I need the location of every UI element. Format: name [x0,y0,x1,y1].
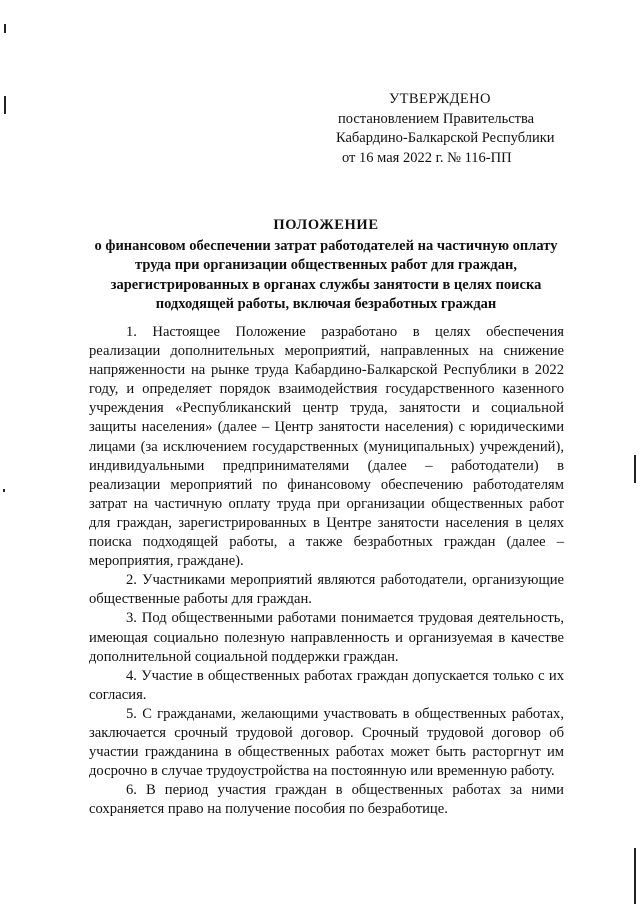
paragraph-4: 4. Участие в общественных работах граждан допускается только с их согласия. [89,667,564,703]
paragraph-5: 5. С гражданами, желающими участвовать в общественных работах, заключается срочный трудовой договор. Срочный трудовой договор об участии гражданина в общественных работах может быть расторгнут им досрочно в случае трудоустройства на постоянную или временную работу. [89,705,564,780]
document-title-block [88,216,564,315]
approval-region: Кабардино-Балкарской Республики [336,130,555,146]
paragraph-3: 3. Под общественными работами понимается трудовая деятельность, имеющая социально полезную направленность и организуемая в качестве дополнительной социальной поддержки граждан. [89,610,564,665]
scan-mark-right-lower [634,848,636,904]
scan-mark-left-dot [3,489,5,492]
scan-mark-left [4,96,6,114]
scan-mark-top-left [4,24,6,33]
approval-issuer: постановлением Правительства [338,110,535,127]
document-heading: ПОЛОЖЕНИЕ [273,217,379,233]
paragraph-1: 1. Настоящее Положение разработано в целях обеспечения реализации дополнительных мероприятий, направленных на снижение напряженности на рынке труда Кабардино-Балкарской Республики в 2022 году, и определяет порядок взаимодействия государственного казенного учреждения «Республиканский центр труда, занятости и социальной защиты населения» (далее – Центр занятости населения) с юридическими лицами (за исключением государственных (муниципальных) учреждений), индивидуальными предпринимателями (далее – работодатели) в реализации мероприятий по финансовому обеспечению работодателям затрат на частичную оплату труда при организации общественных работ для граждан, зарегистрированных в Центре занятости населения в целях поиска подходящей работы, а также безработных граждан (далее – мероприятия, граждане). [89,324,564,570]
approval-date-number: от 16 мая 2022 г. № 116-ПП [342,149,512,166]
paragraph-6: 6. В период участия граждан в общественных работах за ними сохраняется право на получение пособия по безработице. [89,782,564,818]
document-body [89,323,564,819]
paragraph-2: 2. Участниками мероприятий являются работодатели, организующие общественные работы для граждан. [89,572,564,608]
document-subtitle: о финансовом обеспечении затрат работодателей на частичную оплату труда при организации общественных работ для граждан, зарегистрированных в органах службы занятости в целях поиска подходящей работы, включая безработных граждан [94,237,558,312]
approval-stamp-title: УТВЕРЖДЕНО [389,91,491,107]
approval-block [336,90,596,168]
scan-mark-right-upper [634,455,636,483]
